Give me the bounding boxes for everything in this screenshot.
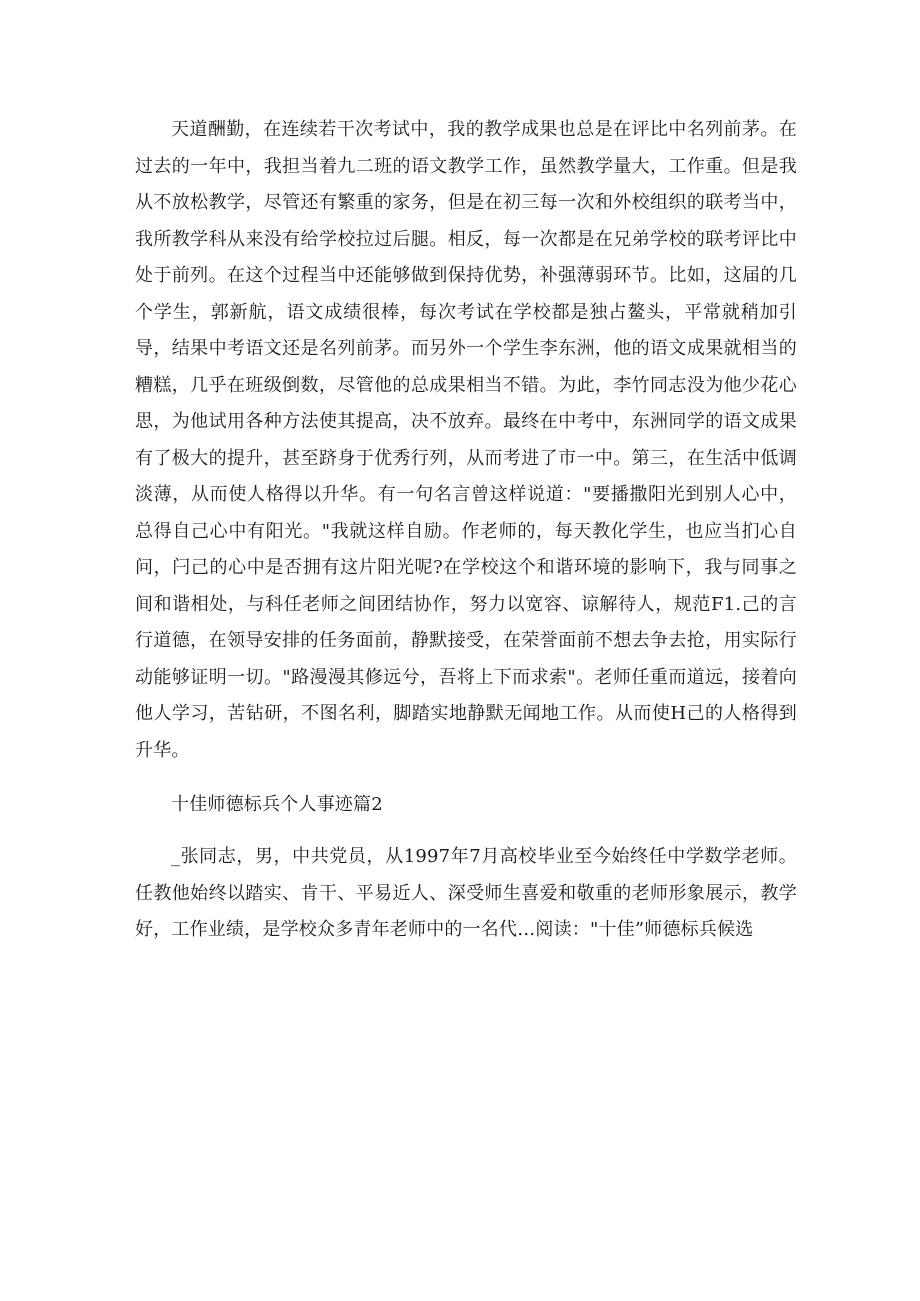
body-paragraph-2: _张同志，男，中共党员，从1997年7月高校毕业至今始终任中学数学老师。任教他始终以踏实、肯干、平易近人、深受师生喜爱和敬重的老师形象展示，教学好，工作业绩，是学校众多青年老师中的一名代…阅读："十佳”师德标兵候选 [135, 846, 797, 940]
section-heading: 十佳师德标兵个人事迹篇2 [171, 794, 383, 815]
document-body [135, 112, 797, 949]
body-paragraph-1: 天道酬勤，在连续若干次考试中，我的教学成果也总是在评比中名列前茅。在过去的一年中，我担当着九二班的语文教学工作，虽然教学量大，工作重。但是我从不放松教学，尽管还有繁重的家务，但是在初三每一次和外校组织的联考当中，我所教学科从来没有给学校拉过后腿。相反，每一次都是在兄弟学校的联考评比中处于前列。在这个过程当中还能够做到保持优势，补强薄弱环节。比如，这届的几个学生，郭新航，语文成绩很棒，每次考试在学校都是独占鳌头，平常就稍加引导，结果中考语文还是名列前茅。而另外一个学生李东洲，他的语文成果就相当的糟糕，几乎在班级倒数，尽管他的总成果相当不错。为此，李竹同志没为他少花心思，为他试用各种方法使其提高，决不放弃。最终在中考中，东洲同学的语文成果有了极大的提升，甚至跻身于优秀行列，从而考进了市一中。第三，在生活中低调淡薄，从而使人格得以升华。有一句名言曾这样说道："要播撒阳光到别人心中，总得自己心中有阳光。"我就这样自励。作老师的，每天教化学生，也应当扪心自问，闩己的心中是否拥有这片阳光呢?在学校这个和谐环境的影响下，我与同事之间和谐相处，与科任老师之间团结协作，努力以宽容、谅解待人，规范F1.己的言行道德，在领导安排的任务面前，静默接受，在荣誉面前不想去争去抢，用实际行动能够证明一切。"路漫漫其修远兮，吾将上下而求索"。老师任重而道远，接着向他人学习，苦钻研，不图名利，脚踏实地静默无闻地工作。从而使H己的人格得到升华。 [135, 119, 797, 761]
